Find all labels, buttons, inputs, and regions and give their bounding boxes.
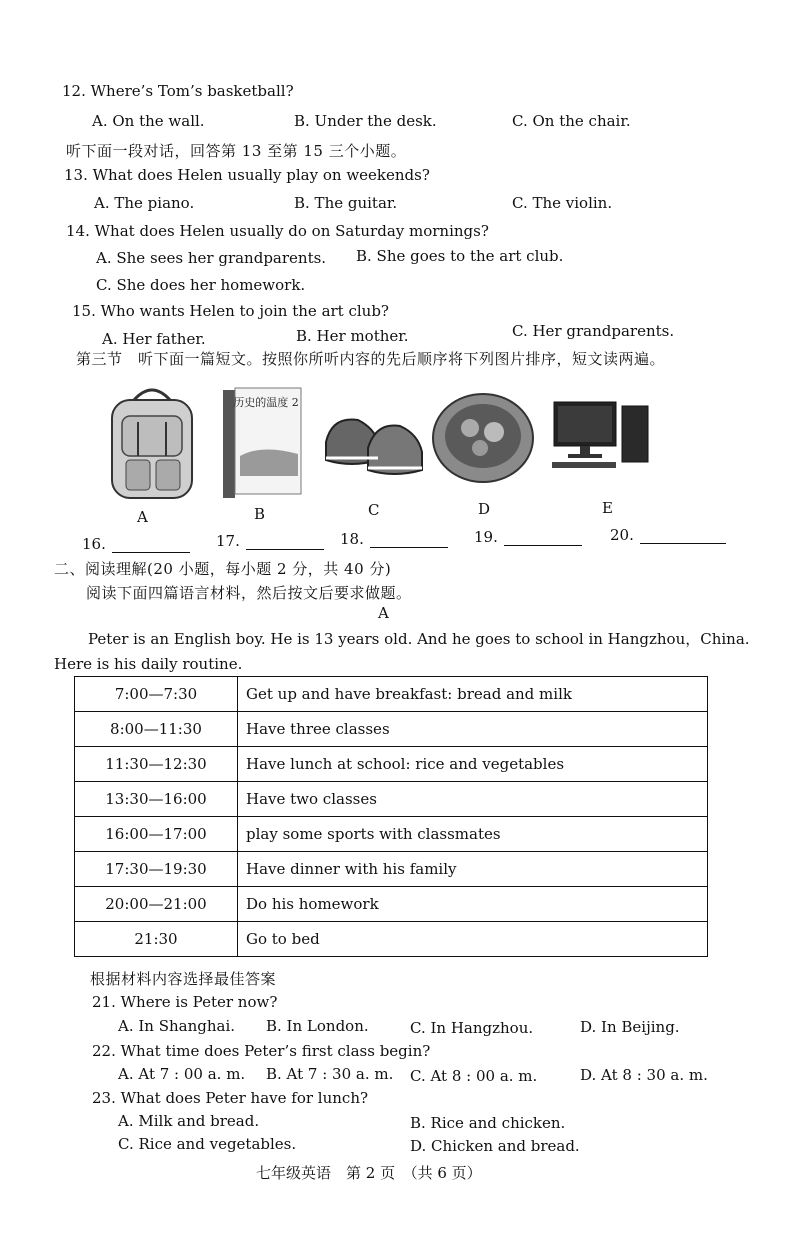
q13-option-c: C. The violin. xyxy=(512,194,613,212)
q12-option-b: B. Under the desk. xyxy=(294,112,437,130)
picture-label-d: D xyxy=(478,500,491,518)
book-title: 历史的温度 2 xyxy=(233,396,299,409)
routine-time: 17:30—19:30 xyxy=(75,852,238,887)
reading-instruction: 阅读下面四篇语言材料，然后按文后要求做题。 xyxy=(86,584,412,602)
answer-blank-17[interactable] xyxy=(216,532,324,550)
picture-label-b: B xyxy=(254,505,266,523)
routine-time: 11:30—12:30 xyxy=(75,747,238,782)
table-row xyxy=(75,852,708,887)
daily-routine-table xyxy=(74,676,708,957)
answer-blank-19[interactable] xyxy=(474,528,582,546)
routine-time: 16:00—17:00 xyxy=(75,817,238,852)
q22-option-b: B. At 7 : 30 a. m. xyxy=(266,1065,394,1083)
reading-part-title: 二、阅读理解(20 小题，每小题 2 分，共 40 分) xyxy=(54,560,392,578)
q22-option-c: C. At 8 : 00 a. m. xyxy=(410,1067,538,1085)
question-14: 14. What does Helen usually do on Saturday mornings? xyxy=(66,222,489,240)
picture-label-a: A xyxy=(137,508,148,526)
passage-intro-line1: Peter is an English boy. He is 13 years old. And he goes to school in Hangzhou，China. xyxy=(88,630,750,648)
table-row xyxy=(75,817,708,852)
q14-option-c: C. She does her homework. xyxy=(96,276,306,294)
routine-time: 7:00—7:30 xyxy=(75,677,238,712)
routine-time: 13:30—16:00 xyxy=(75,782,238,817)
routine-activity: Go to bed xyxy=(238,922,708,957)
passage-label: A xyxy=(378,604,389,622)
routine-time: 20:00—21:00 xyxy=(75,887,238,922)
q23-option-b: B. Rice and chicken. xyxy=(410,1114,566,1132)
dialog-instruction: 听下面一段对话，回答第 13 至第 15 三个小题。 xyxy=(66,142,407,160)
question-22: 22. What time does Peter’s first class begin? xyxy=(92,1042,431,1060)
backpack-image xyxy=(104,382,200,502)
blank-number: 20. xyxy=(610,526,634,544)
routine-time: 8:00—11:30 xyxy=(75,712,238,747)
q15-option-c: C. Her grandparents. xyxy=(512,322,675,340)
picture-label-c: C xyxy=(368,501,380,519)
q13-option-b: B. The guitar. xyxy=(294,194,398,212)
question-23: 23. What does Peter have for lunch? xyxy=(92,1089,369,1107)
sneakers-image xyxy=(322,398,426,480)
q15-option-a: A. Her father. xyxy=(102,330,206,348)
q13-option-a: A. The piano. xyxy=(94,194,195,212)
routine-activity: Have three classes xyxy=(238,712,708,747)
table-row xyxy=(75,922,708,957)
passage-intro-line2: Here is his daily routine. xyxy=(54,655,243,673)
blank-number: 19. xyxy=(474,528,498,546)
routine-time: 21:30 xyxy=(75,922,238,957)
answer-blank-18[interactable] xyxy=(340,530,448,548)
routine-activity: Have dinner with his family xyxy=(238,852,708,887)
answer-blank-20[interactable] xyxy=(610,526,726,544)
question-21: 21. Where is Peter now? xyxy=(92,993,278,1011)
table-row xyxy=(75,677,708,712)
table-row xyxy=(75,887,708,922)
q21-option-c: C. In Hangzhou. xyxy=(410,1019,534,1037)
question-15: 15. Who wants Helen to join the art club? xyxy=(72,302,389,320)
q22-option-a: A. At 7 : 00 a. m. xyxy=(118,1065,246,1083)
question-13: 13. What does Helen usually play on weekends? xyxy=(64,166,430,184)
blank-number: 17. xyxy=(216,532,240,550)
choose-instruction: 根据材料内容选择最佳答案 xyxy=(90,970,277,988)
q22-option-d: D. At 8 : 30 a. m. xyxy=(580,1066,708,1084)
routine-activity: Do his homework xyxy=(238,887,708,922)
q21-option-d: D. In Beijing. xyxy=(580,1018,680,1036)
blank-number: 16. xyxy=(82,535,106,553)
q21-option-b: B. In London. xyxy=(266,1017,369,1035)
routine-activity: Have two classes xyxy=(238,782,708,817)
page-footer: 七年级英语 第 2 页 （共 6 页） xyxy=(256,1164,482,1182)
salad-bowl-image xyxy=(430,388,536,486)
q14-option-a: A. She sees her grandparents. xyxy=(96,249,327,267)
picture-label-e: E xyxy=(602,499,613,517)
routine-activity: Have lunch at school: rice and vegetables xyxy=(238,747,708,782)
q21-option-a: A. In Shanghai. xyxy=(118,1017,236,1035)
book-image xyxy=(222,384,304,500)
q14-option-b: B. She goes to the art club. xyxy=(356,247,564,265)
question-12: 12. Where’s Tom’s basketball? xyxy=(62,82,294,100)
routine-activity: play some sports with classmates xyxy=(238,817,708,852)
routine-activity: Get up and have breakfast: bread and milk xyxy=(238,677,708,712)
q23-option-c: C. Rice and vegetables. xyxy=(118,1135,297,1153)
computer-image xyxy=(548,398,660,472)
q12-option-a: A. On the wall. xyxy=(92,112,205,130)
section3-instruction: 第三节 听下面一篇短文。按照你所听内容的先后顺序将下列图片排序，短文读两遍。 xyxy=(76,350,666,368)
table-row xyxy=(75,712,708,747)
table-row xyxy=(75,747,708,782)
q23-option-d: D. Chicken and bread. xyxy=(410,1137,580,1155)
table-row xyxy=(75,782,708,817)
q15-option-b: B. Her mother. xyxy=(296,327,409,345)
q12-option-c: C. On the chair. xyxy=(512,112,631,130)
blank-number: 18. xyxy=(340,530,364,548)
answer-blank-16[interactable] xyxy=(82,535,190,553)
q23-option-a: A. Milk and bread. xyxy=(118,1112,260,1130)
